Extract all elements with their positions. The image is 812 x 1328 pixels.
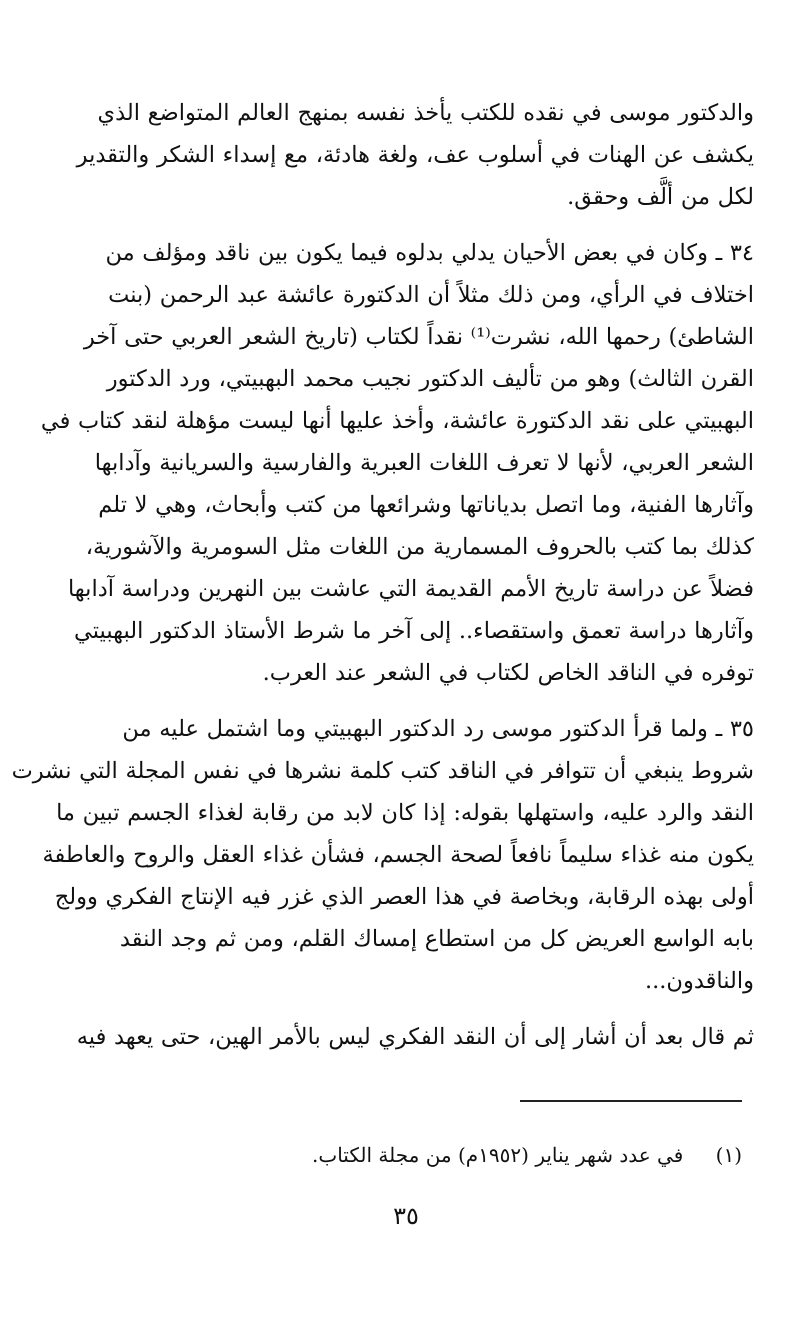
- text-line: ٣٥ ـ ولما قرأ الدكتور موسى رد الدكتور البهبيتي وما اشتمل عليه من: [122, 716, 754, 742]
- text-line: الشاطئ) رحمها الله، نشرت⁽¹⁾ نقداً لكتاب (تاريخ الشعر العربي حتى آخر: [83, 324, 754, 350]
- paragraph-closing: [76, 1016, 754, 1058]
- text-line: النقد والرد عليه، واستهلها بقوله: إذا كان لابد من رقابة لغذاء الجسم تبين ما: [56, 800, 754, 826]
- page-number: ٣٥: [393, 1202, 419, 1230]
- text-line: والدكتور موسى في نقده للكتب يأخذ نفسه بمنهج العالم المتواضع الذي: [97, 100, 754, 126]
- text-line: البهبيتي على نقد الدكتورة عائشة، وأخذ عليها أنها ليست مؤهلة لنقد كتاب في: [40, 408, 754, 434]
- text-line: الشعر العربي، لأنها لا تعرف اللغات العبرية والفارسية والسريانية وآدابها: [94, 450, 754, 476]
- text-line: اختلاف في الرأي، ومن ذلك مثلاً أن الدكتورة عائشة عبد الرحمن (بنت: [108, 282, 754, 308]
- text-line: فضلاً عن دراسة تاريخ الأمم القديمة التي عاشت بين النهرين ودراسة آدابها: [67, 576, 754, 602]
- text-line: لكل من ألَّف وحقق.: [567, 184, 754, 210]
- footnote-number: (١): [715, 1143, 742, 1167]
- text-line: توفره في الناقد الخاص لكتاب في الشعر عند العرب.: [262, 660, 754, 686]
- paragraph-intro: [76, 92, 754, 218]
- text-line: والناقدون...: [644, 968, 754, 994]
- paragraph-35: [11, 708, 754, 1002]
- text-line: القرن الثالث) وهو من تأليف الدكتور نجيب محمد البهبيتي، ورد الدكتور: [106, 366, 754, 392]
- text-line: بابه الواسع العريض كل من استطاع إمساك القلم، ومن ثم وجد النقد: [119, 926, 754, 952]
- text-line: ٣٤ ـ وكان في بعض الأحيان يدلي بدلوه فيما يكون بين ناقد ومؤلف من: [105, 240, 754, 266]
- page-body: [11, 92, 754, 1072]
- footnote-divider: [520, 1100, 742, 1102]
- footnote: [102, 1140, 742, 1170]
- text-line: يكون منه غذاء سليماً نافعاً لصحة الجسم، فشأن غذاء العقل والروح والعاطفة: [42, 842, 754, 868]
- text-line: شروط ينبغي أن تتوافر في الناقد كتب كلمة نشرها في نفس المجلة التي نشرت: [11, 758, 754, 784]
- text-line: ثم قال بعد أن أشار إلى أن النقد الفكري ليس بالأمر الهين، حتى يعهد فيه: [76, 1024, 754, 1050]
- footnote-text: في عدد شهر يناير (١٩٥٢م) من مجلة الكتاب.: [312, 1143, 684, 1167]
- text-line: وآثارها الفنية، وما اتصل بدياناتها وشرائعها من كتب وأبحاث، وهي لا تلم: [98, 492, 754, 518]
- text-line: أولى بهذه الرقابة، وبخاصة في هذا العصر الذي غزر فيه الإنتاج الفكري وولج: [54, 884, 754, 910]
- text-line: وآثارها دراسة تعمق واستقصاء.. إلى آخر ما شرط الأستاذ الدكتور البهبيتي: [74, 618, 754, 644]
- paragraph-34: [40, 232, 754, 694]
- text-line: يكشف عن الهنات في أسلوب عف، ولغة هادئة، مع إسداء الشكر والتقدير: [76, 142, 754, 168]
- text-line: كذلك بما كتب بالحروف المسمارية من اللغات مثل السومرية والآشورية،: [85, 534, 754, 560]
